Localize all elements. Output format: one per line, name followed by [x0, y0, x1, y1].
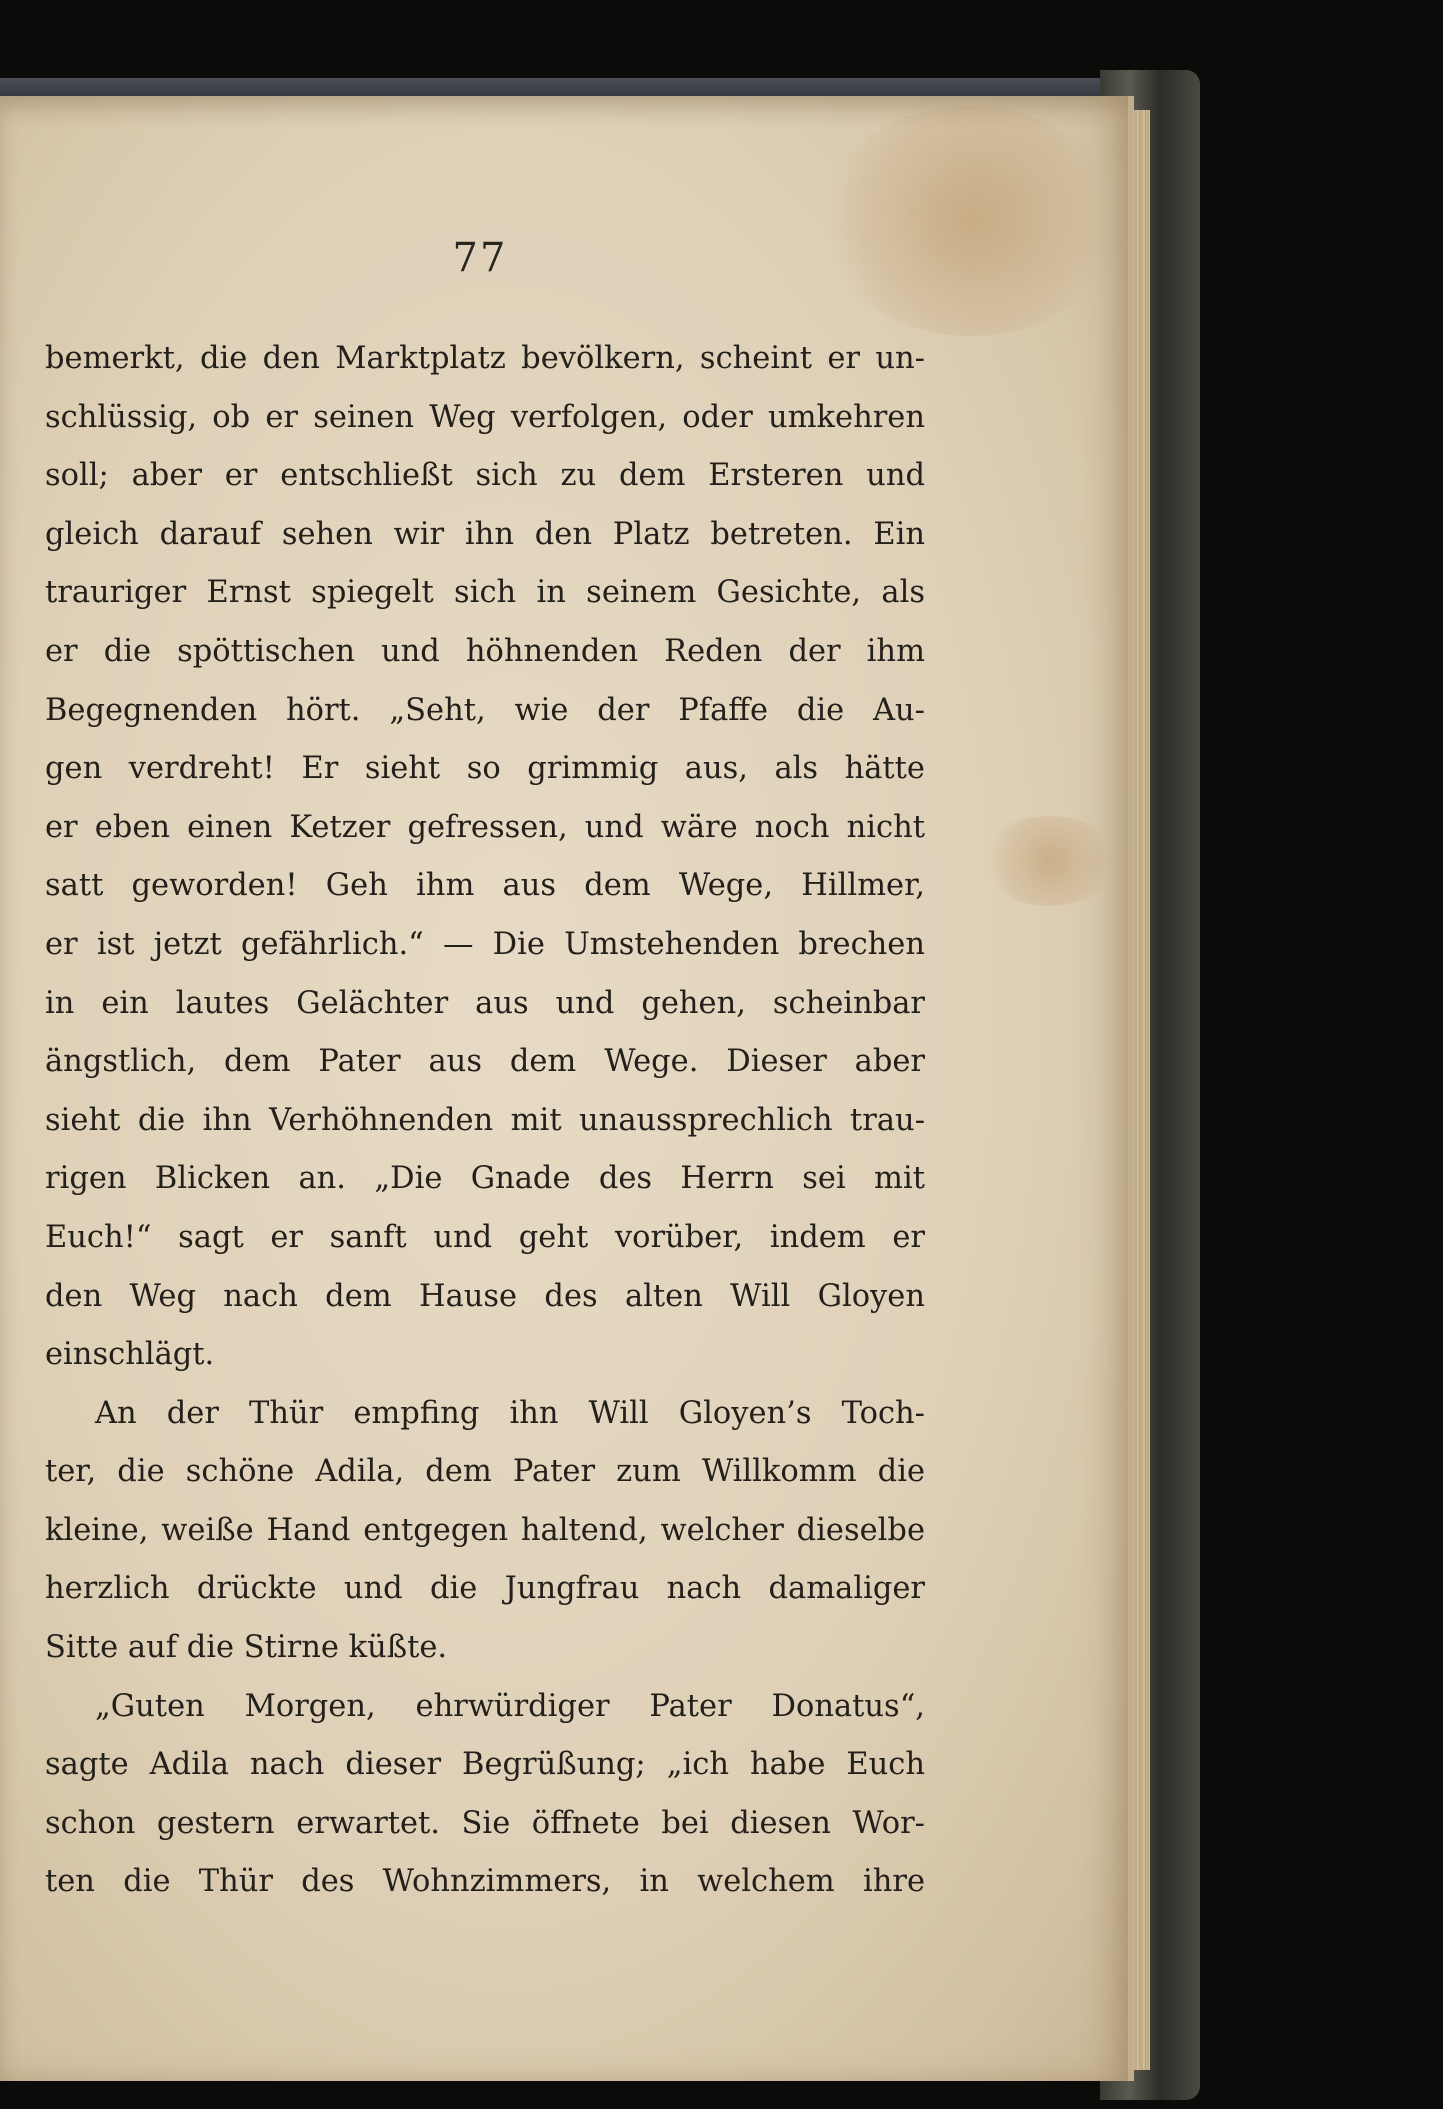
text-line: soll; aber er entschließt sich zu dem Ersteren und	[45, 458, 925, 494]
text-line: in ein lautes Gelächter aus und gehen, scheinbar	[45, 985, 925, 1021]
stain	[820, 106, 1120, 336]
text-line: ter, die schöne Adila, dem Pater zum Willkomm die	[45, 1454, 925, 1490]
text-line: schlüssig, ob er seinen Weg verfolgen, oder umkehren	[45, 399, 925, 435]
text-line: ängstlich, dem Pater aus dem Wege. Dieser aber	[45, 1044, 925, 1080]
text-line: den Weg nach dem Hause des alten Will Gloyen	[45, 1278, 925, 1314]
text-line: sagte Adila nach dieser Begrüßung; „ich habe Euch	[45, 1747, 925, 1783]
text-line: Euch!“ sagt er sanft und geht vorüber, indem er	[45, 1219, 925, 1255]
stain	[980, 816, 1120, 906]
page-number: 77	[452, 235, 508, 281]
text-line: er eben einen Ketzer gefressen, und wäre noch nicht	[45, 809, 925, 845]
text-line: er ist jetzt gefährlich.“ — Die Umstehenden brechen	[45, 926, 925, 962]
text-line: „Guten Morgen, ehrwürdiger Pater Donatus“,	[95, 1688, 925, 1724]
text-line: bemerkt, die den Marktplatz bevölkern, scheint er un-	[45, 341, 925, 376]
body-text	[45, 330, 925, 1912]
text-line: gleich darauf sehen wir ihn den Platz betreten. Ein	[45, 516, 925, 552]
text-line: An der Thür empfing ihn Will Gloyen’s Toch-	[95, 1395, 925, 1431]
text-line: rigen Blicken an. „Die Gnade des Herrn sei mit	[45, 1161, 925, 1197]
text-line: gen verdreht! Er sieht so grimmig aus, als hätte	[45, 751, 925, 787]
text-line: Sitte auf die Stirne küßte.	[45, 1630, 448, 1666]
text-line: einschlägt.	[45, 1337, 215, 1373]
text-line: ten die Thür des Wohnzimmers, in welchem ihre	[45, 1864, 925, 1900]
text-line: er die spöttischen und höhnenden Reden der ihm	[45, 633, 925, 669]
text-line: sieht die ihn Verhöhnenden mit unaussprechlich trau-	[45, 1102, 925, 1138]
text-line: herzlich drückte und die Jungfrau nach damaliger	[45, 1571, 925, 1607]
text-line: trauriger Ernst spiegelt sich in seinem Gesichte, als	[45, 575, 925, 611]
text-line: satt geworden! Geh ihm aus dem Wege, Hillmer,	[45, 868, 925, 904]
text-line: kleine, weiße Hand entgegen haltend, welcher dieselbe	[45, 1512, 925, 1548]
text-line: Begegnenden hört. „Seht, wie der Pfaffe die Au-	[45, 692, 925, 728]
text-line: schon gestern erwartet. Sie öffnete bei diesen Wor-	[45, 1805, 925, 1841]
